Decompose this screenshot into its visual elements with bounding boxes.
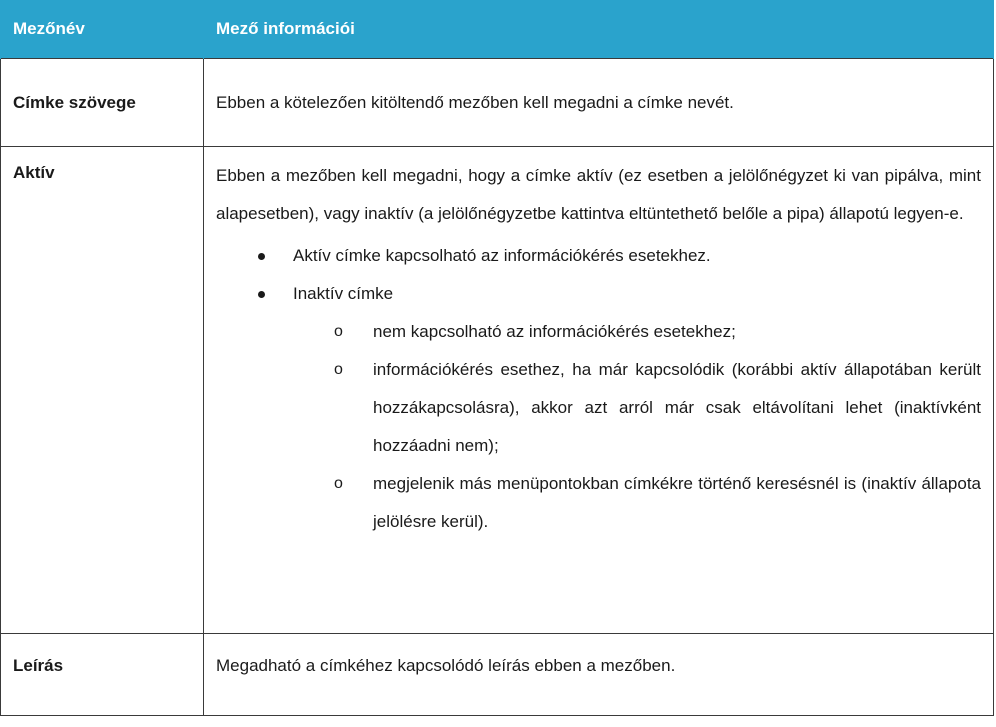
field-description: Ebben a kötelezően kitöltendő mezőben kell megadni a címke nevét. <box>216 93 734 112</box>
table-row <box>1 147 994 634</box>
sub-list-item <box>334 351 981 465</box>
circle-bullet-icon: o <box>334 323 343 340</box>
field-name-cell: Címke szövege <box>1 59 204 147</box>
bullet-dot-icon <box>258 275 265 313</box>
field-info-cell <box>204 59 994 147</box>
header-field-name: Mezőnév <box>1 0 204 59</box>
circle-bullet-icon: o <box>334 475 343 492</box>
field-name-cell: Aktív <box>1 147 204 634</box>
table-header-row <box>1 0 994 59</box>
sub-list-item-text: nem kapcsolható az információkérés esetekhez; <box>373 322 736 341</box>
bullet-dot-icon <box>258 237 265 275</box>
field-description: Ebben a mezőben kell megadni, hogy a címke aktív (ez esetben a jelölőnégyzet ki van pipálva, mint alapesetben), vagy inaktív (a jelölőnégyzetbe kattintva eltüntethető belőle a pipa) állapotú legyen-e. <box>216 166 981 223</box>
field-info-cell <box>204 634 994 716</box>
list-item <box>216 237 981 275</box>
sub-list-item-text: információkérés esethez, ha már kapcsolódik (korábbi aktív állapotában került hozzákapcsolásra), akkor azt arról már csak eltávolítani lehet (inaktívként hozzáadni nem); <box>373 360 981 455</box>
sub-list-item-text: megjelenik más menüpontokban címkékre történő keresésnél is (inaktív állapota jelölésre kerül). <box>373 474 981 531</box>
bullet-list <box>216 237 981 541</box>
field-description: Megadható a címkéhez kapcsolódó leírás ebben a mezőben. <box>216 656 676 675</box>
table-row <box>1 59 994 147</box>
list-item-text: Inaktív címke <box>293 284 394 303</box>
circle-bullet-icon: o <box>334 361 343 378</box>
header-field-info: Mező információi <box>204 0 994 59</box>
sub-list-item <box>334 313 981 351</box>
list-item-text: Aktív címke kapcsolható az információkérés esetekhez. <box>293 246 711 265</box>
sub-list-item <box>334 465 981 541</box>
table-row <box>1 634 994 716</box>
field-info-cell <box>204 147 994 634</box>
field-name-cell: Leírás <box>1 634 204 716</box>
list-item <box>216 275 981 541</box>
sub-bullet-list <box>293 313 981 541</box>
